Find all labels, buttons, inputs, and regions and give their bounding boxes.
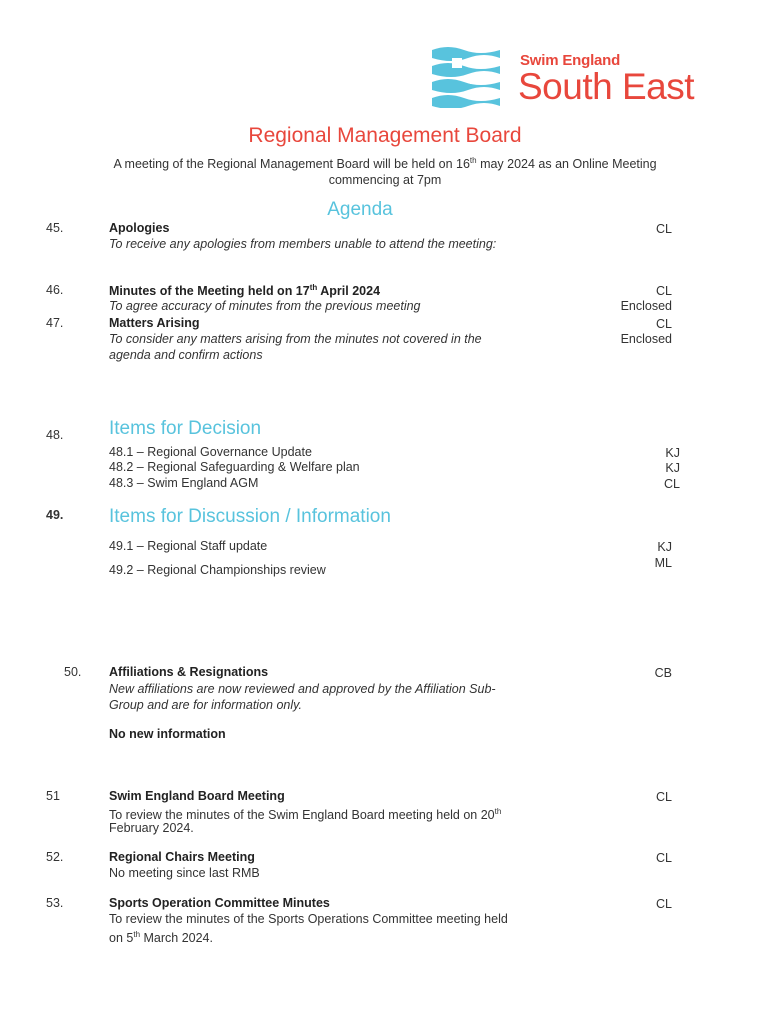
item-number: 51 <box>46 789 60 803</box>
item-owner: CL <box>656 222 672 236</box>
item-enclosed: Enclosed <box>620 332 672 346</box>
item-title: Swim England Board Meeting <box>109 789 285 803</box>
item-description: To consider any matters arising from the minutes not covered in the <box>109 332 482 346</box>
sub-item: 49.1 – Regional Staff update <box>109 539 268 553</box>
item-description: New affiliations are now reviewed and approved by the Affiliation Sub- <box>109 682 496 696</box>
item-owner: CL <box>664 477 680 491</box>
sub-item: 48.1 – Regional Governance Update <box>109 445 312 459</box>
item-owner: KJ <box>665 446 680 460</box>
item-number: 47. <box>46 316 64 330</box>
item-title: Minutes of the Meeting held on 17th April 2024 <box>109 283 381 299</box>
item-title: Apologies <box>109 221 170 235</box>
item-number: 49. <box>46 508 64 522</box>
item-title: Matters Arising <box>109 316 200 330</box>
item-number: 53. <box>46 896 64 910</box>
intro-text: A meeting of the Regional Management Board will be held on 16th may 2024 as an Online Meeting commencing at 7pm <box>113 156 657 188</box>
item-owner: CL <box>656 284 672 298</box>
section-heading-decision: Items for Decision <box>109 418 262 439</box>
item-owner: CL <box>656 317 672 331</box>
item-description: To review the minutes of the Swim England Board meeting held on 20th <box>109 807 502 823</box>
swim-england-logo-icon <box>430 44 502 108</box>
item-description: To receive any apologies from members unable to attend the meeting: <box>109 237 497 251</box>
sub-item: 49.2 – Regional Championships review <box>109 563 326 577</box>
item-description: To review the minutes of the Sports Operations Committee meeting held <box>109 912 508 926</box>
item-description: No meeting since last RMB <box>109 866 260 880</box>
item-title: Affiliations & Resignations <box>109 665 269 679</box>
item-owner: CL <box>656 897 672 911</box>
item-owner: CB <box>654 666 672 680</box>
item-owner: CL <box>656 851 672 865</box>
item-enclosed: Enclosed <box>620 299 672 313</box>
item-description: To agree accuracy of minutes from the previous meeting <box>109 299 421 313</box>
item-owner: KJ <box>665 461 680 475</box>
item-description: Group and are for information only. <box>109 698 302 712</box>
item-owner: KJ <box>657 540 672 554</box>
sub-item: 48.2 – Regional Safeguarding & Welfare plan <box>109 460 360 474</box>
item-number: 50. <box>64 665 82 679</box>
item-number: 45. <box>46 221 64 235</box>
item-description: on 5th March 2024. <box>109 930 213 946</box>
agenda-heading: Agenda <box>327 199 393 220</box>
page-title: Regional Management Board <box>248 124 522 147</box>
item-description: agenda and confirm actions <box>109 348 263 362</box>
item-number: 48. <box>46 428 64 442</box>
logo-bottom-text: South East <box>518 66 695 107</box>
item-description: February 2024. <box>109 821 194 835</box>
item-owner: ML <box>654 556 672 570</box>
item-title: Sports Operation Committee Minutes <box>109 896 330 910</box>
section-heading-discussion: Items for Discussion / Information <box>109 506 391 527</box>
item-note: No new information <box>109 727 226 741</box>
item-number: 46. <box>46 283 64 297</box>
logo-top-text: Swim England <box>520 52 621 69</box>
sub-item: 48.3 – Swim England AGM <box>109 476 259 490</box>
item-owner: CL <box>656 790 672 804</box>
item-number: 52. <box>46 850 64 864</box>
item-title: Regional Chairs Meeting <box>109 850 255 864</box>
